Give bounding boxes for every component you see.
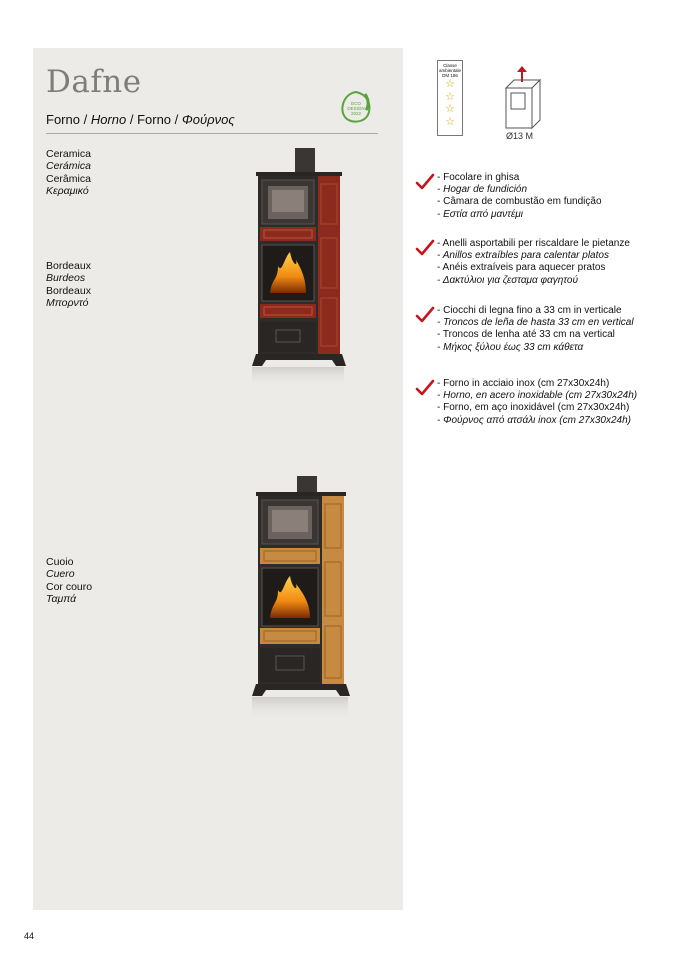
checkmark-icon [415, 172, 435, 192]
finish-name-pt: Bordeaux [46, 284, 91, 297]
subtitle-sep-2: / [126, 112, 138, 127]
feature-line-pt: - Forno, em aço inoxidável (cm 27x30x24h) [437, 402, 630, 414]
finish-cuoio [46, 556, 92, 605]
subtitle-sep-3: / [171, 112, 182, 127]
feature-line-es: - Anillos extraíbles para calentar platos [437, 250, 609, 262]
feature-line-es: - Hogar de fundición [437, 184, 528, 196]
finish-name-es: Cerámica [46, 160, 91, 173]
feature-line-el: - Εστία από μαντέμι [437, 208, 524, 220]
class-label-line-1: Classe [443, 63, 457, 68]
page-number: 44 [24, 931, 35, 941]
subtitle-sep-1: / [79, 112, 91, 127]
feature-line-el: - Φούρνος από ατσάλι inox (cm 27x30x24h) [437, 414, 631, 426]
flue-outlet-icon [500, 66, 546, 130]
subtitle-pt: Forno [137, 112, 172, 127]
finish-name-el: Κεραμικό [46, 184, 89, 197]
finish-name-es: Cuero [46, 568, 75, 581]
finish-name-pt: Cerâmica [46, 172, 91, 185]
title-divider [46, 133, 378, 134]
product-subtitle [46, 112, 235, 127]
finish-name-it: Cuoio [46, 556, 74, 568]
eco-line-1: ECO [351, 101, 361, 106]
star-icon: ☆ [445, 90, 455, 103]
flue-diameter-label: Ø13 M [506, 131, 534, 141]
feature-line-it: - Ciocchi di legna fino a 33 cm in verticale [437, 305, 622, 316]
feature-line-it: - Anelli asportabili per riscaldare le pietanze [437, 238, 630, 249]
eco-design-badge-icon [339, 90, 373, 124]
feature-line-el: - Δακτύλιοι για ζεσταμα φαγητού [437, 274, 578, 286]
class-label [438, 63, 462, 78]
feature-line-it: - Focolare in ghisa [437, 172, 520, 183]
finish-ceramica [46, 148, 91, 197]
star-icon: ☆ [445, 78, 455, 90]
subtitle-el: Φούρνος [181, 112, 235, 127]
star-icon: ☆ [445, 103, 455, 115]
subtitle-it: Forno [46, 112, 80, 127]
feature-line-pt: - Troncos de lenha até 33 cm na vertical [437, 329, 615, 341]
finish-name-es: Burdeos [46, 272, 86, 285]
stove-bordeaux-image [248, 148, 352, 388]
environmental-class-badge [437, 60, 463, 136]
finish-name-el: Ταμπά [46, 592, 77, 605]
subtitle-es: Horno [90, 112, 127, 127]
feature-line-el: - Μήκος ξύλου έως 33 cm κάθετα [437, 341, 584, 353]
finish-name-it: Bordeaux [46, 260, 91, 272]
checkmark-icon [415, 238, 435, 258]
finish-name-pt: Cor couro [46, 580, 93, 593]
finish-name-el: Μπορντό [46, 296, 89, 309]
class-label-line-2: ambientale [438, 68, 461, 73]
feature-line-it: - Forno in acciaio inox (cm 27x30x24h) [437, 378, 610, 389]
stove-cuoio-image [250, 476, 354, 724]
eco-line-2: DESIGN [347, 106, 365, 111]
feature-line-pt: - Câmara de combustão em fundição [437, 196, 602, 208]
feature-line-es: - Horno, en acero inoxidable (cm 27x30x24h) [437, 390, 638, 402]
feature-line-es: - Troncos de leña de hasta 33 cm en vertical [437, 317, 634, 329]
finish-bordeaux [46, 260, 91, 309]
finish-name-it: Ceramica [46, 148, 91, 160]
feature-line-pt: - Anéis extraíveis para aquecer pratos [437, 262, 606, 274]
star-icon: ☆ [445, 115, 455, 128]
eco-line-3: 2022 [350, 111, 362, 116]
class-label-line-3: DM 186 [442, 73, 458, 78]
checkmark-icon [415, 378, 435, 398]
checkmark-icon [415, 305, 435, 325]
product-title: Dafne [46, 64, 142, 100]
